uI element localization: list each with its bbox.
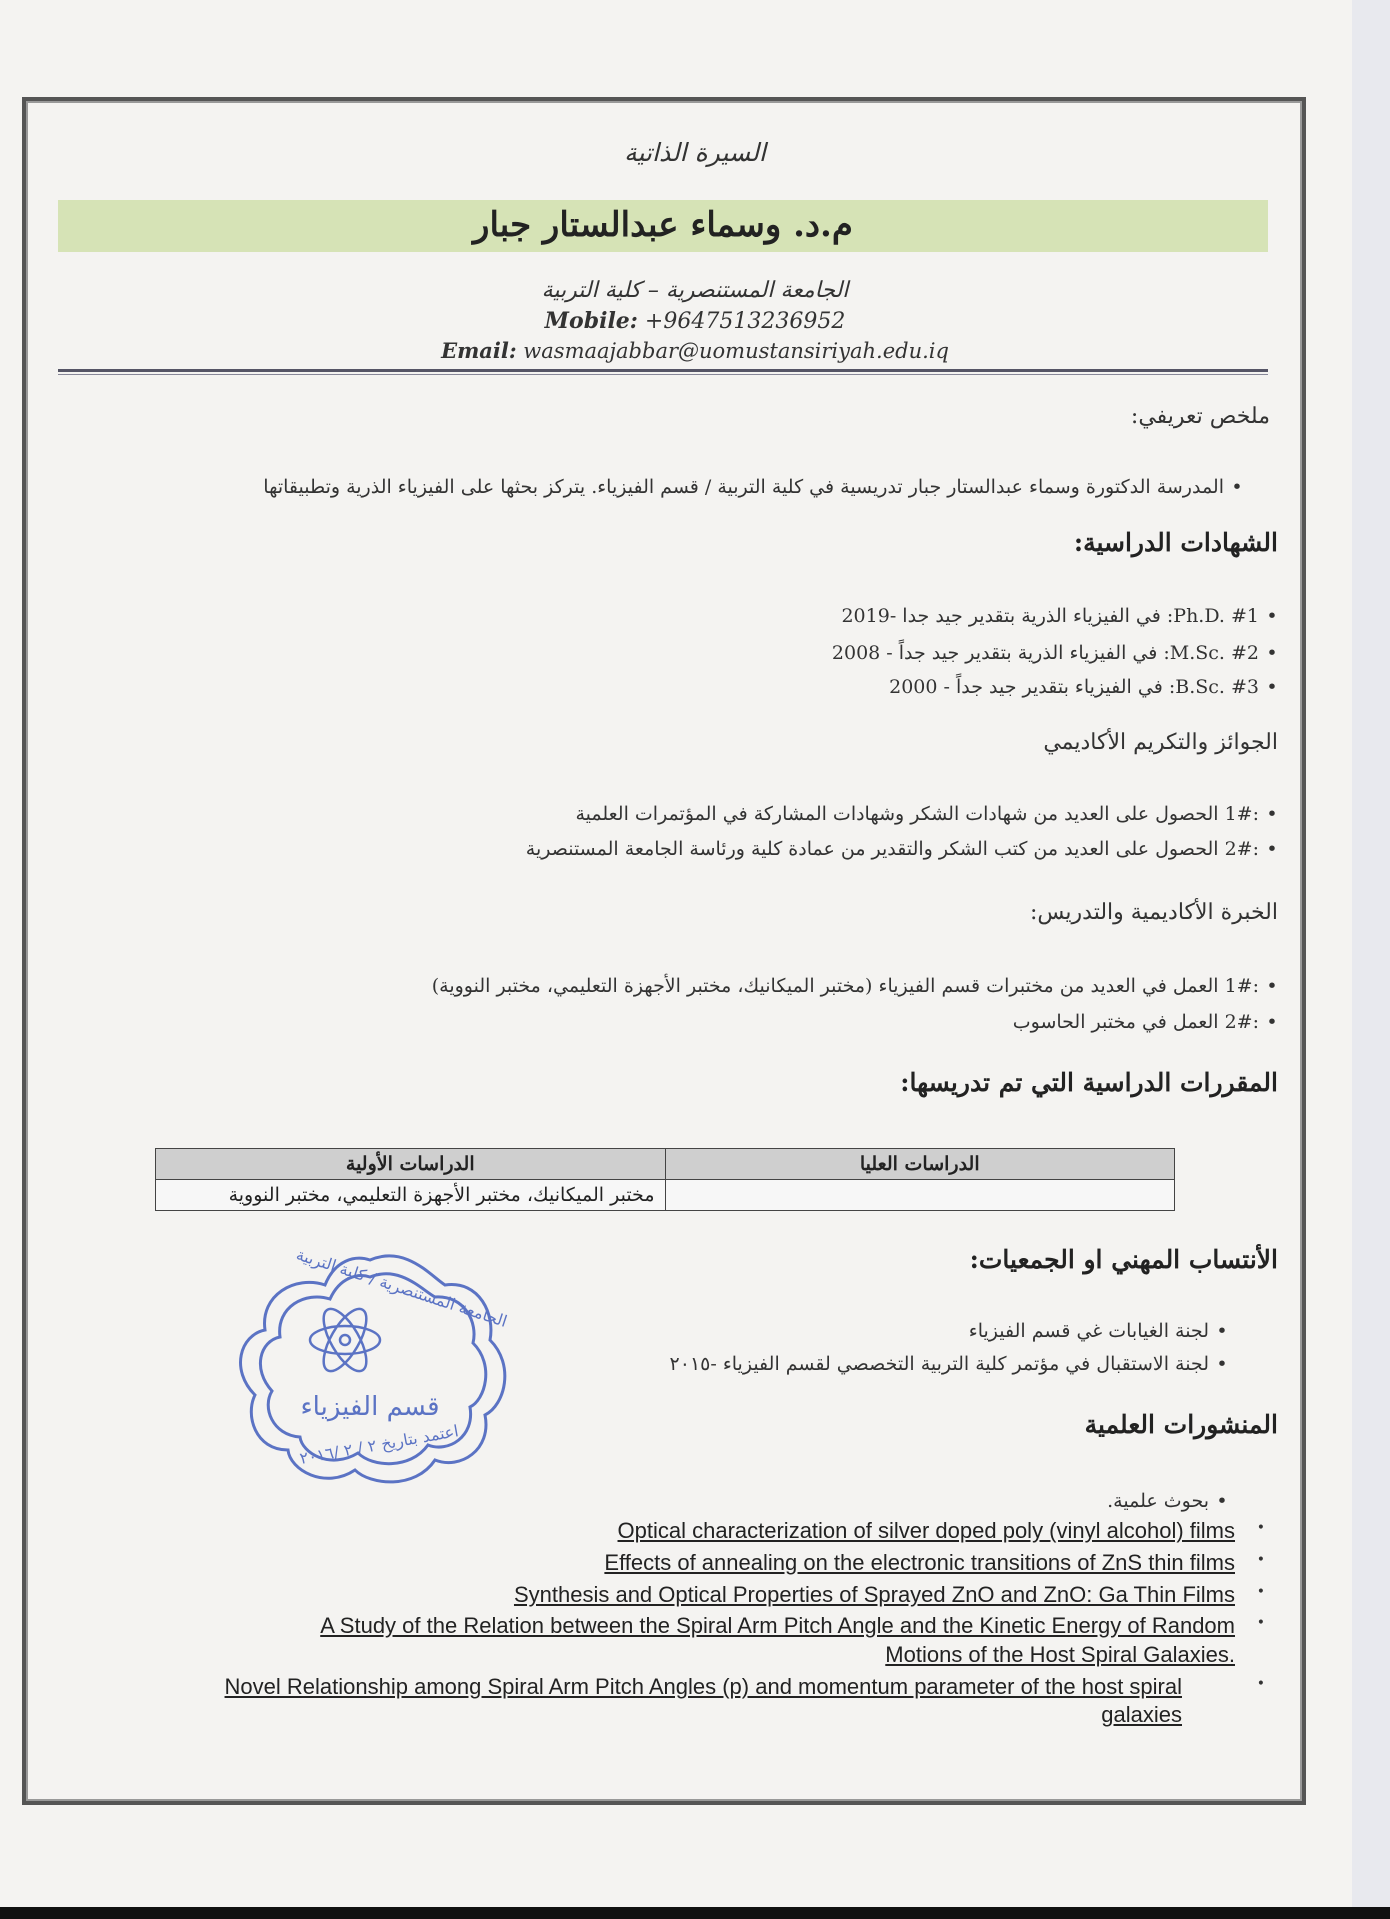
bullet-icon: • [1216,1320,1228,1342]
awards-heading: الجوائز والتكريم الأكاديمي [1043,730,1278,755]
email-line [0,338,1390,363]
mobile-line [0,308,1390,334]
atom-icon [310,1303,380,1378]
mobile-number: +9647513236952 [644,309,846,334]
document-title: السيرة الذاتية [624,138,766,167]
experience-heading: الخبرة الأكاديمية والتدريس: [1029,900,1278,925]
mobile-label: Mobile: [544,308,638,334]
bullet-icon: • [1231,476,1243,498]
summary-heading: ملخص تعريفي: [1130,404,1270,429]
bullet-icon: • [1256,1615,1265,1631]
publication-item-continued[interactable]: Motions of the Host Spiral Galaxies. [885,1642,1235,1667]
bullet-icon: • [1256,1520,1265,1536]
divider-thin [58,374,1268,375]
publication-item[interactable]: A Study of the Relation between the Spiral Arm Pitch Angle and the Kinetic Energy of Random [320,1613,1235,1638]
bullet-icon: • [1266,605,1278,627]
summary-text: •المدرسة الدكتورة وسماء عبدالستار جبار تدريسية في كلية التربية / قسم الفيزياء. يتركز بحثها على الفيزياء الذرية وتطبيقاتها [263,476,1250,498]
publication-item[interactable]: Synthesis and Optical Properties of Sprayed ZnO and ZnO: Ga Thin Films [513,1582,1235,1607]
department-stamp [230,1245,510,1490]
col-primary-studies: الدراسات الأولية [156,1149,666,1180]
degrees-heading: الشهادات الدراسية: [1073,528,1278,557]
col-higher-studies: الدراسات العليا [665,1149,1175,1180]
bullet-icon: • [1266,676,1278,698]
memberships-heading: الأنتساب المهني او الجمعيات: [969,1245,1278,1274]
degree-item: •Ph.D. #1: في الفيزياء الذرية بتقدير جيد جدا -2019 [841,605,1285,627]
publication-item[interactable]: Optical characterization of silver doped poly (vinyl alcohol) films [617,1518,1235,1543]
bullet-icon: • [1266,1011,1278,1033]
scan-bottom-bar [0,1907,1390,1919]
award-item: •:2# الحصول على العديد من كتب الشكر والتقدير من عمادة كلية ورئاسة الجامعة المستنصرية [526,838,1285,860]
degree-item: •B.Sc. #3: في الفيزياء بتقدير جيد جداً - 2000 [889,676,1285,698]
publication-item[interactable]: Effects of annealing on the electronic transitions of ZnS thin films [604,1550,1235,1575]
publications-heading: المنشورات العلمية [1084,1410,1278,1439]
experience-item: •:2# العمل في مختبر الحاسوب [1013,1011,1285,1033]
divider [58,369,1268,372]
courses-heading: المقررات الدراسية التي تم تدريسها: [900,1068,1278,1097]
stamp-center-text: قسم الفيزياء [300,1392,440,1422]
membership-item: •لجنة الاستقبال في مؤتمر كلية التربية التخصصي لقسم الفيزياء -٢٠١٥ [670,1353,1235,1375]
publication-item-continued[interactable]: galaxies [1101,1702,1182,1727]
bullet-icon: • [1266,975,1278,997]
bullet-icon: • [1266,642,1278,664]
award-item: •:1# الحصول على العديد من شهادات الشكر وشهادات المشاركة في المؤتمرات العلمية [575,803,1285,825]
person-name: م.د. وسماء عبدالستار جبار [473,205,853,245]
stamp-date-text: اعتمد بتاريخ ٢ / ٢ /٢٠١٦ [298,1421,460,1468]
bullet-icon: • [1266,803,1278,825]
experience-item: •:1# العمل في العديد من مختبرات قسم الفيزياء (مختبر الميكانيك، مختبر الأجهزة التعليمي، مختبر النووية) [432,975,1285,997]
publication-item[interactable]: Novel Relationship among Spiral Arm Pitch Angles (p) and momentum parameter of the host spiral [224,1674,1182,1699]
bullet-icon: • [1256,1552,1265,1568]
bullet-icon: • [1216,1490,1228,1512]
cell-primary-studies: مختبر الميكانيك، مختبر الأجهزة التعليمي، مختبر النووية [156,1180,666,1211]
publications-intro: •بحوث علمية. [1107,1490,1235,1512]
degree-item: •M.Sc. #2: في الفيزياء الذرية بتقدير جيد جداً - 2008 [832,642,1285,664]
cell-higher-studies [665,1180,1175,1211]
affiliation: الجامعة المستنصرية – كلية التربية [541,278,849,303]
bullet-icon: • [1266,838,1278,860]
bullet-icon: • [1256,1676,1265,1692]
bullet-icon: • [1216,1353,1228,1375]
table-row [156,1180,1175,1211]
membership-item: •لجنة الغيابات غي قسم الفيزياء [969,1320,1235,1342]
email-label: Email: [441,338,517,363]
table-header-row [156,1149,1175,1180]
email-address: wasmaajabbar@uomustansiriyah.edu.iq [523,339,949,363]
stamp-top-text: الجامعة المستنصرية / كلية التربية [293,1245,510,1331]
courses-table [155,1148,1175,1211]
bullet-icon: • [1256,1584,1265,1600]
